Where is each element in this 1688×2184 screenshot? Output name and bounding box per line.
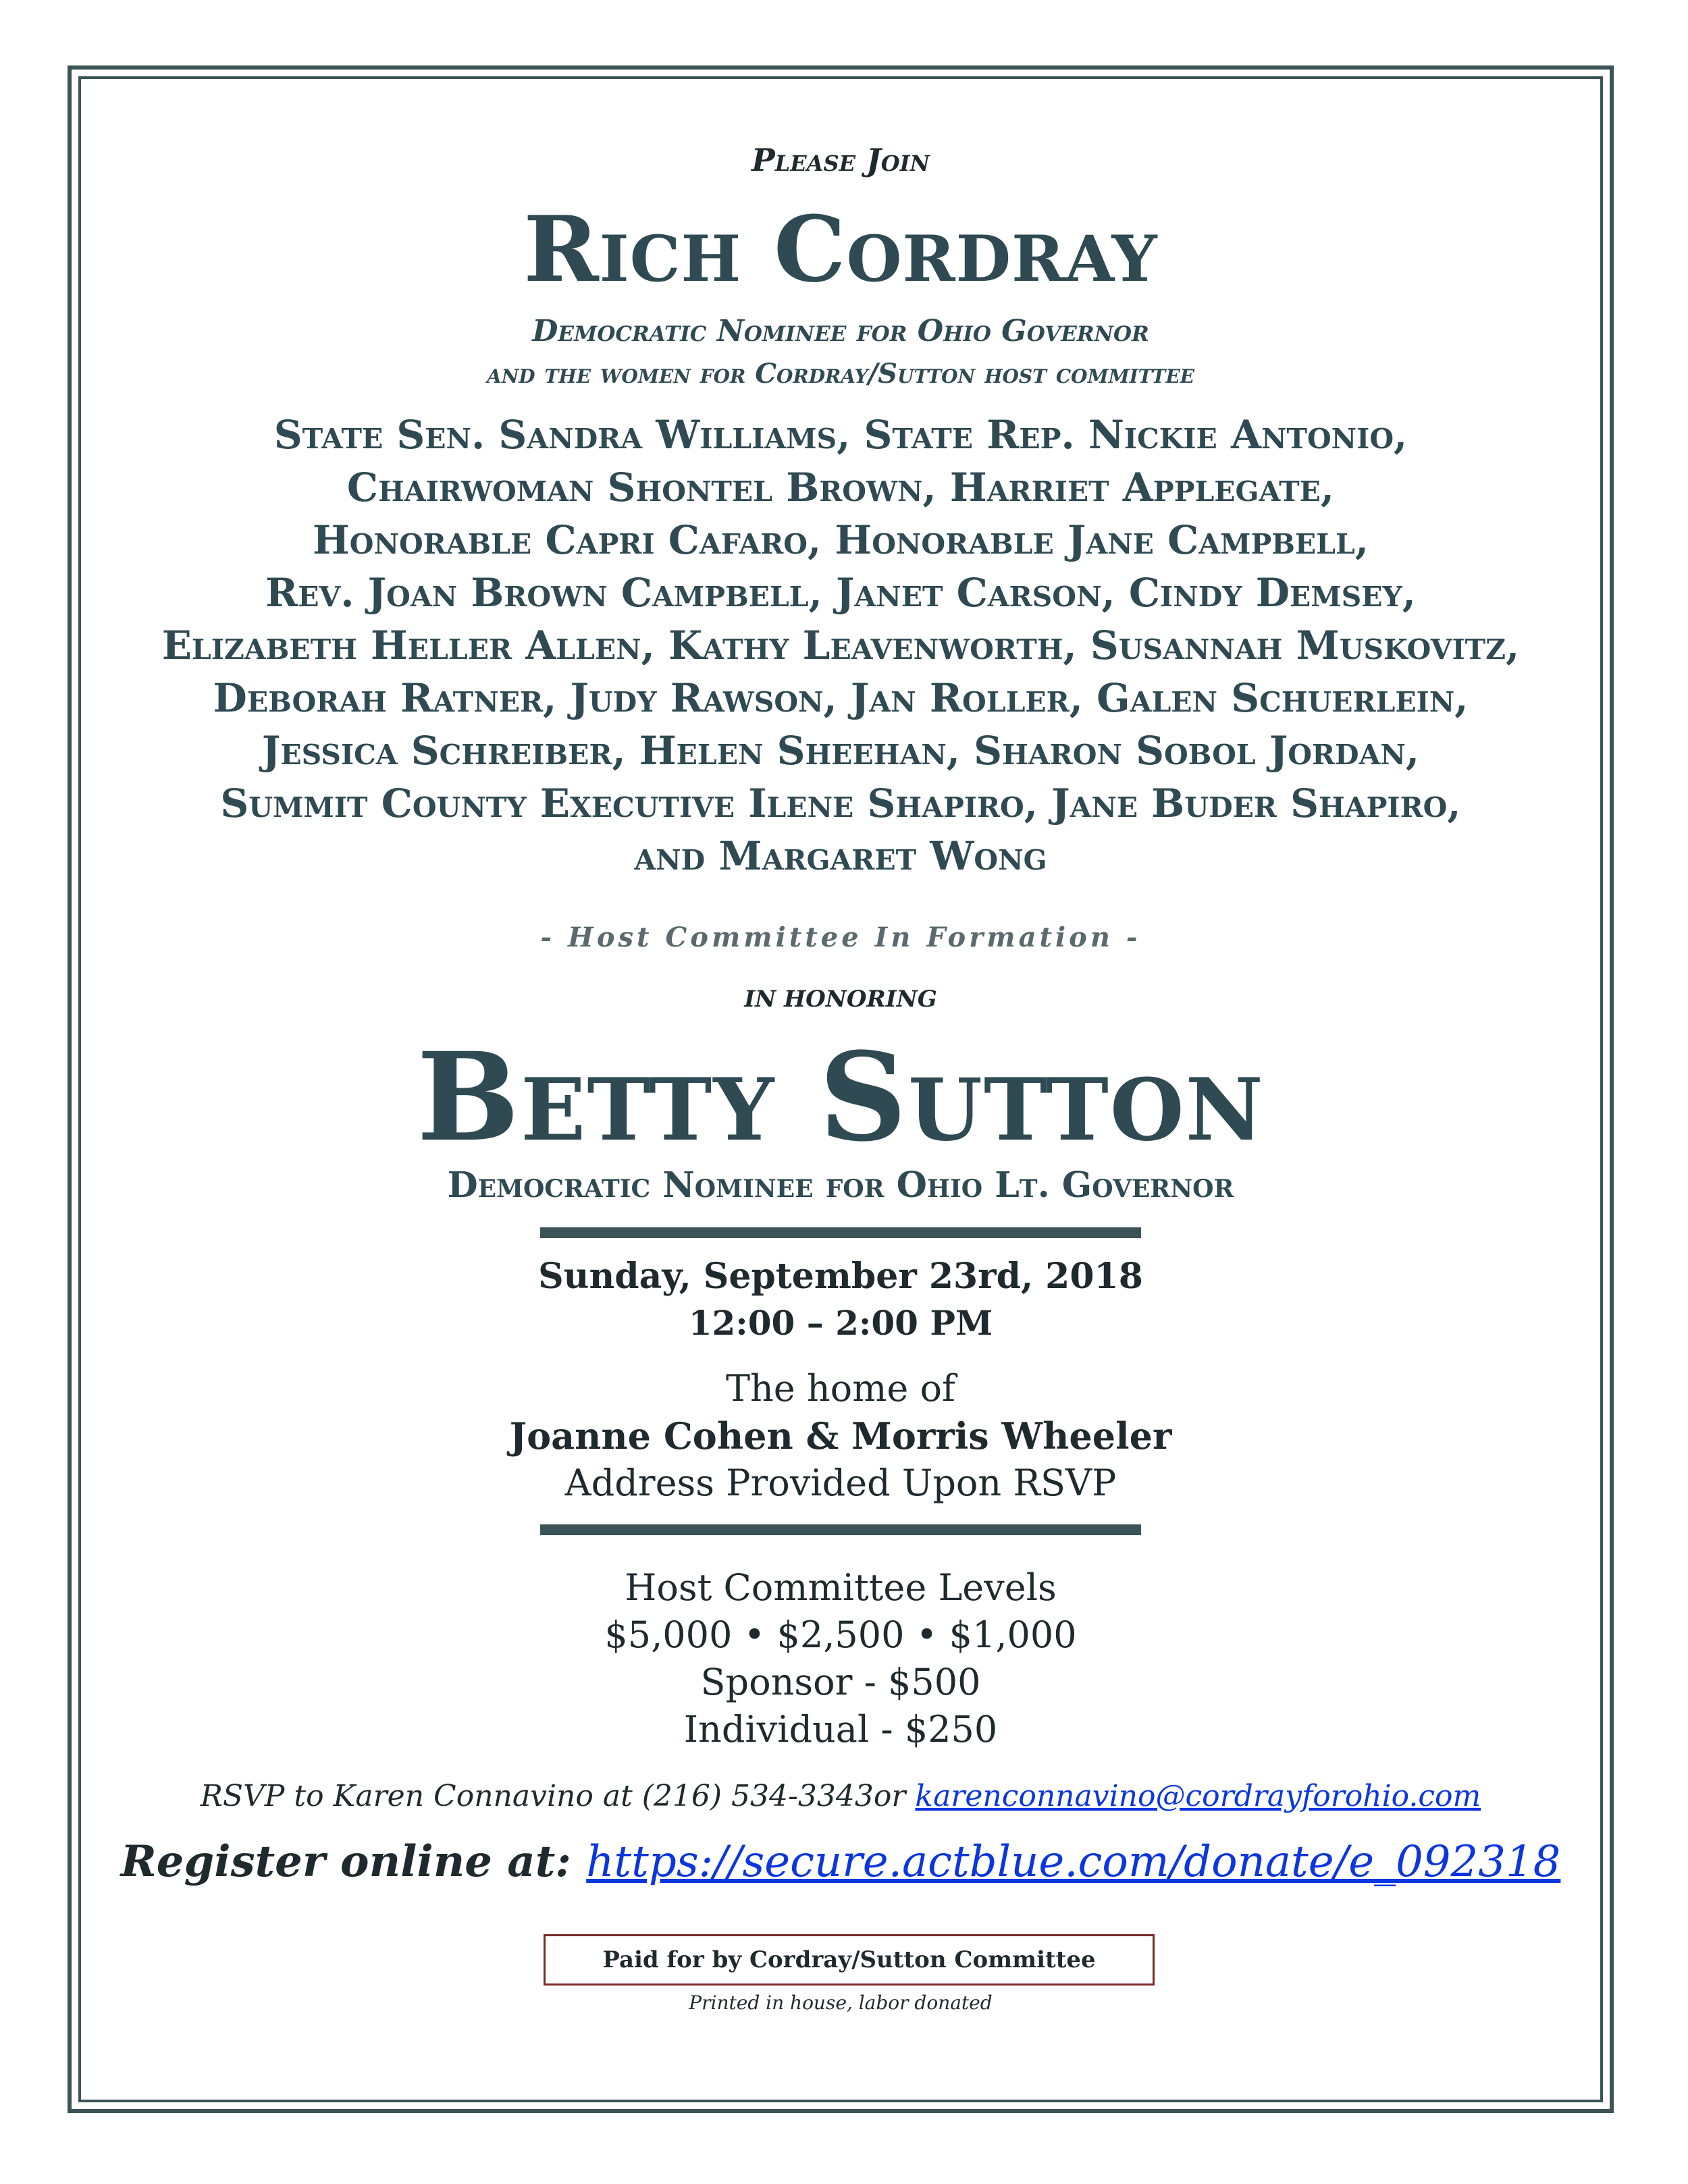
printed-note: Printed in house, labor donated xyxy=(689,1992,993,2014)
divider-bottom xyxy=(540,1524,1141,1535)
home-hosts: Joanne Cohen & Morris Wheeler xyxy=(509,1414,1172,1458)
host-line: Deborah Ratner, Judy Rawson, Jan Roller, Galen Schuerlein, xyxy=(213,675,1469,721)
host-line: Elizabeth Heller Allen, Kathy Leavenworth, Susannah Muskovitz, xyxy=(161,622,1520,668)
host-committee-intro: and the women for Cordray/Sutton host committee xyxy=(486,358,1195,390)
home-label: The home of xyxy=(725,1367,956,1410)
divider-top xyxy=(540,1227,1141,1238)
register-label: Register online at: xyxy=(120,1836,587,1887)
invitation xyxy=(81,81,1600,2100)
honoree-name: Betty Sutton xyxy=(417,1026,1265,1169)
host-line: Rev. Joan Brown Campbell, Janet Carson, Cindy Demsey, xyxy=(265,570,1416,616)
host-line: Jessica Schreiber, Helen Sheehan, Sharon Sobol Jordan, xyxy=(261,728,1420,774)
host-committee-list xyxy=(81,408,1600,882)
paid-for-box: Paid for by Cordray/Sutton Committee xyxy=(544,1934,1155,1986)
levels-title: Host Committee Levels xyxy=(625,1566,1057,1609)
host-line: and Margaret Wong xyxy=(634,833,1047,879)
rsvp-text: RSVP to Karen Connavino at (216) 534-3343or xyxy=(200,1779,916,1813)
honoree-title: Democratic Nominee for Ohio Lt. Governor xyxy=(447,1165,1234,1206)
host-line: Summit County Executive Ilene Shapiro, Jane Buder Shapiro, xyxy=(220,780,1461,826)
register-url-link[interactable]: https://secure.actblue.com/donate/e_092318 xyxy=(586,1837,1561,1887)
host-line: Chairwoman Shontel Brown, Harriet Applegate, xyxy=(346,464,1335,510)
rsvp-line xyxy=(81,1779,1600,1813)
nominee-title: Democratic Nominee for Ohio Governor xyxy=(532,314,1149,348)
address-note: Address Provided Upon RSVP xyxy=(564,1462,1117,1504)
sponsor-level: Sponsor - $500 xyxy=(700,1661,981,1703)
host-line: State Sen. Sandra Williams, State Rep. Nickie Antonio, xyxy=(273,412,1408,458)
please-join-heading: Please Join xyxy=(751,142,930,178)
rsvp-email-link[interactable]: karenconnavino@cordrayforohio.com xyxy=(915,1779,1481,1813)
event-time: 12:00 – 2:00 PM xyxy=(688,1303,993,1343)
host-line: Honorable Capri Cafaro, Honorable Jane Campbell, xyxy=(312,517,1369,563)
event-date: Sunday, September 23rd, 2018 xyxy=(538,1256,1143,1297)
individual-level: Individual - $250 xyxy=(683,1708,998,1751)
levels-amounts: $5,000 • $2,500 • $1,000 xyxy=(604,1614,1077,1656)
in-honoring-label: IN HONORING xyxy=(744,986,937,1013)
register-line xyxy=(81,1836,1600,1887)
nominee-name: Rich Cordray xyxy=(523,196,1158,302)
host-committee-formation-note: - Host Committee In Formation - xyxy=(540,922,1141,953)
